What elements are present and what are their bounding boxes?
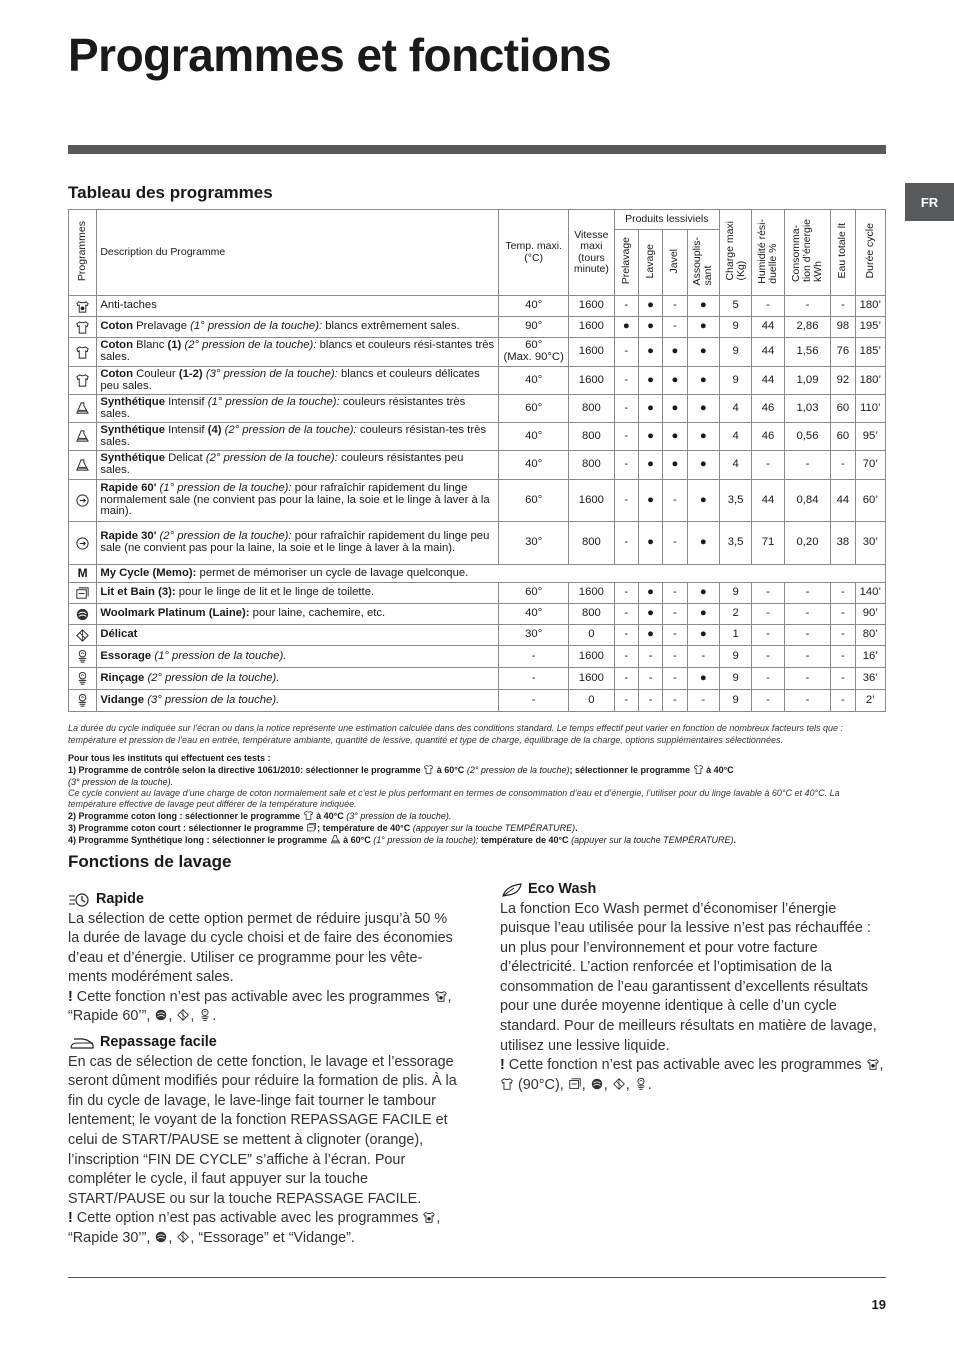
header-prelavage: Prelavage — [614, 230, 638, 296]
table-row: Woolmark Platinum (Laine): pour laine, cachemire, etc. 40° 800 - ● - ● 2 - - - 90’ — [69, 604, 886, 625]
rapide-text: La sélection de cette option permet de réduire jusqu’à 50 % la durée de lavage du cycle choisi et de faire des économies d’eau et d’énergie. Utiliser ce programme pour les vête-ments modérément sales. — [68, 910, 453, 986]
page-title: Programmes et fonctions — [68, 29, 612, 81]
synthetic-icon — [330, 834, 341, 845]
stain-icon — [866, 1057, 880, 1071]
table-row: Synthétique Delicat (2° pression de la touche): couleurs résistantes peu sales. 40° 800 - ● ● ● 4 - - - 70’ — [69, 451, 886, 480]
header-produits: Produits lessiviels — [614, 210, 719, 230]
page-number: 19 — [871, 1297, 886, 1312]
functions-left-column — [68, 890, 458, 1248]
table-row: Coton Blanc (1) (2° pression de la touche): blancs et couleurs rési-stantes très sales. 60° (Max. 90°C) 1600 - ● ● ● 9 44 1,56 76 185’ — [69, 338, 886, 367]
table-row: Essorage (1° pression de la touche). - 1600 - - - - 9 - - - 16’ — [69, 646, 886, 668]
header-humidite: Humidité rési- duelle % — [752, 210, 784, 296]
cotton-shirt-icon — [423, 764, 434, 775]
programs-table — [68, 209, 886, 712]
synthetic-icon — [75, 401, 90, 416]
spin-icon — [75, 649, 90, 664]
functions-heading: Fonctions de lavage — [68, 852, 232, 871]
header-charge: Charge maxi (Kg) — [719, 210, 751, 296]
cotton-shirt-icon — [500, 1077, 514, 1091]
bed-bath-icon — [568, 1077, 582, 1091]
eco-warning: ! Cette fonction n’est pas activable avec les programmes , (90°C), , , , . — [500, 1057, 884, 1093]
woolmark-icon — [75, 607, 90, 622]
repassage-text: En cas de sélection de cette fonction, le lavage et l’essorage seront dûment modifiés pour réduire la formation de plis. À la fin du cycle de lavage, le lave-linge fait tourner le tambour lentement; le voyant de la fonction REPASSAGE FACILE et celui de START/PAUSE se mettent à clignoter (orange), l’inscription “FIN DE CYCLE” s’affiche à l’écran. Pour compléter le cycle, il faut appuyer sur la touche START/PAUSE ou sur la touche REPASSAGE FACILE. — [68, 1053, 457, 1207]
header-programmes: Programmes — [69, 210, 97, 296]
repassage-warning: ! Cette option n’est pas activable avec les programmes , “Rapide 30’”, , , “Essorage” et “Vidange”. — [68, 1210, 441, 1246]
table-heading: Tableau des programmes — [68, 183, 273, 202]
table-row-mycycle: M My Cycle (Memo): permet de mémoriser un cycle de lavage quelconque. — [69, 565, 886, 583]
rapid-function-icon — [68, 892, 92, 908]
header-javel: Javel — [663, 230, 687, 296]
estimate-note: La durée du cycle indiquée sur l’écran ou dans la notice représente une estimation calculée dans des conditions standard. Le temps effectif peut varier en fonction de nombreux facteurs tels que : température et pression de l’eau en entrée, température ambiante, quantité de lessive, quantité et type de charge, équilibrage de la charge, options supplémentaires sélectionnées. — [68, 723, 843, 746]
cotton-shirt-icon — [75, 373, 90, 388]
cotton-shirt-icon — [75, 345, 90, 360]
bed-bath-icon — [75, 586, 90, 601]
footer-rule — [68, 1277, 886, 1278]
bed-bath-icon — [306, 822, 317, 833]
language-tab: FR — [905, 183, 954, 221]
spin-icon — [75, 671, 90, 686]
rapid-icon — [75, 493, 90, 508]
table-row: Rapide 60' (1° pression de la touche): pour rafraîchir rapidement du linge normalement sale (ne convient pas pour la laine, la soie et le linge à laver à la main). 60° 1600 - ● - ● 3,5 44 0,84 44 60’ — [69, 480, 886, 522]
delicate-icon — [176, 1230, 190, 1244]
cotton-shirt-icon — [303, 810, 314, 821]
delicate-icon — [75, 628, 90, 643]
woolmark-icon — [154, 1230, 168, 1244]
rapide-warning: ! Cette fonction n’est pas activable avec les programmes , “Rapide 60’”, , , . — [68, 988, 452, 1025]
header-consommation: Consomma- tion d’énergie kWh — [784, 210, 831, 296]
eco-title: Eco Wash — [500, 880, 886, 900]
header-lavage: Lavage — [638, 230, 662, 296]
header-eau: Eau totale lt — [831, 210, 855, 296]
header-assouplissant: Assouplis- sant — [687, 230, 719, 296]
header-speed: Vitesse maxi (tours minute) — [569, 210, 615, 296]
header-duree: Durée cycle — [855, 210, 885, 296]
delicate-icon — [612, 1077, 626, 1091]
cotton-shirt-icon — [693, 764, 704, 775]
functions-right-column — [500, 880, 886, 1095]
table-row: Délicat 30° 0 - ● - ● 1 - - - 80’ — [69, 625, 886, 646]
table-row: Synthétique Intensif (1° pression de la touche): couleurs résistantes très sales. 60° 800 - ● ● ● 4 46 1,03 60 110’ — [69, 395, 886, 423]
table-row: Lit et Bain (3): pour le linge de lit et le linge de toilette. 60° 1600 - ● - ● 9 - - - 140’ — [69, 583, 886, 604]
table-row: Rapide 30' (2° pression de la touche): pour rafraîchir rapidement du linge peu sale (ne convient pas pour la laine, la soie et le linge à laver à la main). 30° 800 - ● - ● 3,5 71 0,20 38 30’ — [69, 522, 886, 565]
stain-icon — [434, 989, 448, 1003]
eco-text: La fonction Eco Wash permet d’économiser l’énergie puisque l’eau utilisée pour la lessive n’est pas réchauffée : un plus pour l’environnement et pour votre facture d’électricité. L’action renforcée et l’optimisation de la consommation de l’eau garantissent d’excellents résultats pour une durée moyenne identique à celle d’un cycle standard. Pour de meilleurs résultats en matière de lavage, utilisez une lessive liquide. — [500, 900, 877, 1054]
tests-notes: Pour tous les instituts qui effectuent ces tests : 1) Programme de contrôle selon la directive 1061/2010: sélectionner le programme à 60°C (2° pression de la touche); sélectionner le programme à 40°C (3° pression de la touche). Ce cycle convient au lavage d’une charge de coton normalement sale et c’est le plus performant en termes de consommation d’eau et d’énergie, l’utiliser pour du linge lavable à 60°C et 40°C. La température effective de lavage peut différer de la température indiquée. 2) Programme coton long : sélectionner le programme à 40°C (3° pression de la touche). 3) Programme coton court : sélectionner le programme ; température de 40°C (appuyer sur la touche TEMPÉRATURE). 4) Programme Synthétique long : sélectionner le programme à 60°C (1° pression de la touche); température de 40°C (appuyer sur la touche TEMPÉRATURE). — [68, 753, 840, 846]
spin-icon — [198, 1008, 212, 1022]
rapide-title: Rapide — [68, 890, 458, 910]
table-row: Synthétique Intensif (4) (2° pression de la touche): couleurs résistan-tes très sales. 40° 800 - ● ● ● 4 46 0,56 60 95’ — [69, 423, 886, 451]
header-rule — [68, 145, 886, 154]
iron-icon — [68, 1035, 96, 1051]
stain-icon — [75, 299, 90, 314]
synthetic-icon — [75, 429, 90, 444]
repassage-title: Repassage facile — [68, 1033, 458, 1053]
synthetic-icon — [75, 458, 90, 473]
program-name: Anti-taches — [100, 299, 157, 312]
table-row: Coton Couleur (1-2) (3° pression de la touche): blancs et couleurs délicates peu sales. 40° 1600 - ● ● ● 9 44 1,09 92 180’ — [69, 367, 886, 395]
woolmark-icon — [590, 1077, 604, 1091]
header-description: Description du Programme — [97, 210, 499, 296]
memo-icon: M — [77, 565, 88, 580]
spin-icon — [634, 1077, 648, 1091]
table-row: Coton Prelavage (1° pression de la touche): blancs extrêmement sales. 90° 1600 ● ● - ● 9 44 2,86 98 195’ — [69, 317, 886, 338]
header-temp: Temp. maxi. (°C) — [499, 210, 569, 296]
table-row: Rinçage (2° pression de la touche). - 1600 - - - ● 9 - - - 36’ — [69, 668, 886, 690]
delicate-icon — [176, 1008, 190, 1022]
eco-leaf-icon — [500, 882, 524, 898]
rapid-icon — [75, 536, 90, 551]
table-row: Vidange (3° pression de la touche). - 0 - - - - 9 - - - 2’ — [69, 690, 886, 712]
cotton-shirt-icon — [75, 320, 90, 335]
spin-icon — [75, 693, 90, 708]
table-row: Anti-taches 40° 1600 - ● - ● 5 - - - 180’ — [69, 296, 886, 317]
stain-icon — [422, 1210, 436, 1224]
woolmark-icon — [154, 1008, 168, 1022]
